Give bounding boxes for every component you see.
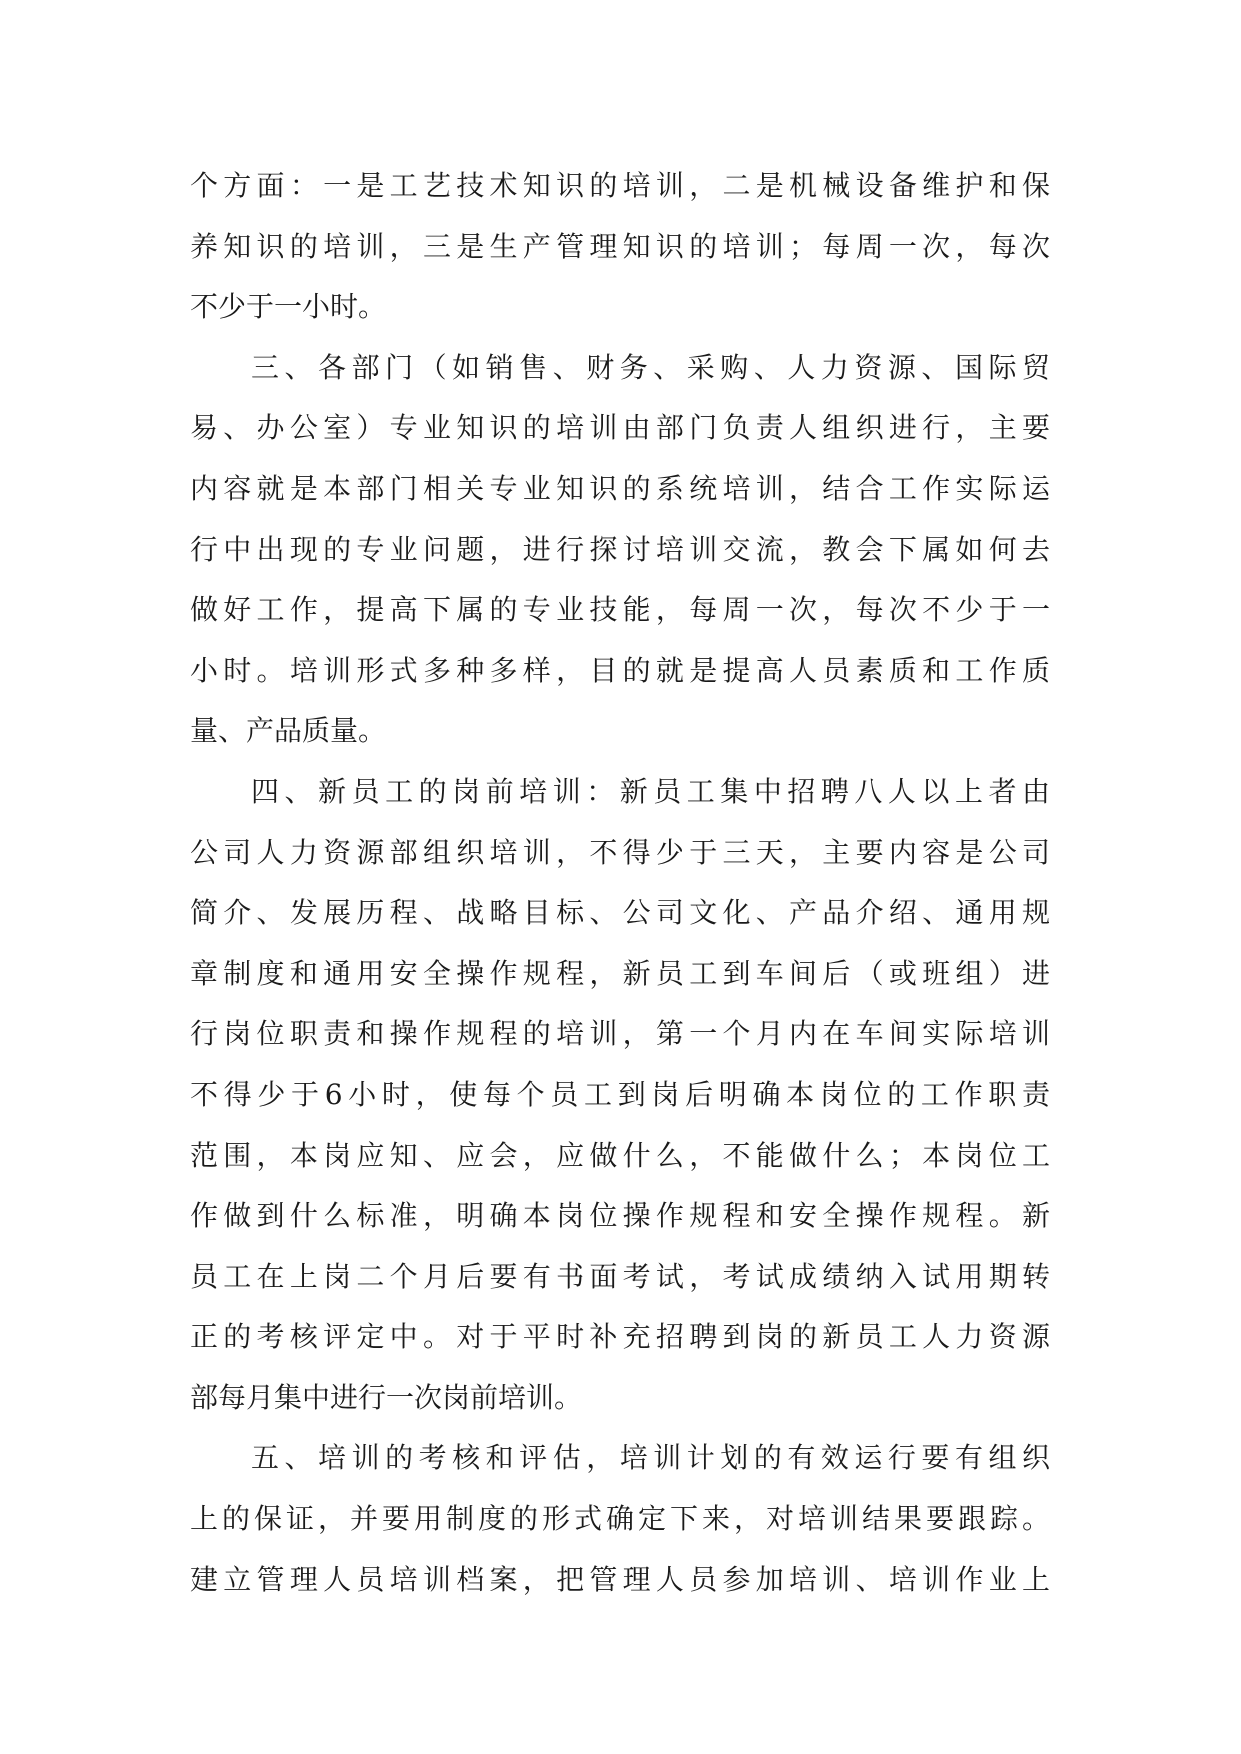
text-line: 做好工作，提高下属的专业技能，每周一次，每次不少于一	[190, 593, 1050, 627]
text-line: 小时。培训形式多种多样，目的就是提高人员素质和工作质	[190, 653, 1050, 687]
text-line: 不得少于6小时，使每个员工到岗后明确本岗位的工作职责	[190, 1077, 1050, 1111]
text-line: 个方面：一是工艺技术知识的培训，二是机械设备维护和保	[190, 169, 1050, 202]
text-line: 公司人力资源部组织培训，不得少于三天，主要内容是公司	[190, 835, 1050, 869]
text-line: 章制度和通用安全操作规程，新员工到车间后（或班组）进	[190, 956, 1050, 990]
text-line: 正的考核评定中。对于平时补充招聘到岗的新员工人力资源	[190, 1320, 1050, 1354]
text-line: 上的保证，并要用制度的形式确定下来，对培训结果要跟踪。	[190, 1502, 1050, 1536]
text-line: 易、办公室）专业知识的培训由部门负责人组织进行，主要	[190, 411, 1050, 445]
text-line: 行中出现的专业问题，进行探讨培训交流，教会下属如何去	[190, 532, 1050, 566]
text-line: 作做到什么标准，明确本岗位操作规程和安全操作规程。新	[190, 1199, 1050, 1233]
paragraph-first-line: 四、新员工的岗前培训：新员工集中招聘八人以上者由	[251, 774, 1050, 808]
document-body	[190, 156, 1050, 1610]
text-line: 员工在上岗二个月后要有书面考试，考试成绩纳入试用期转	[190, 1259, 1050, 1293]
text-line: 内容就是本部门相关专业知识的系统培训，结合工作实际运	[190, 471, 1050, 505]
text-line: 简介、发展历程、战略目标、公司文化、产品介绍、通用规	[190, 896, 1050, 930]
text-line: 建立管理人员培训档案，把管理人员参加培训、培训作业上	[190, 1562, 1050, 1596]
paragraph-first-line: 三、各部门（如销售、财务、采购、人力资源、国际贸	[251, 350, 1050, 384]
text-line: 行岗位职责和操作规程的培训，第一个月内在车间实际培训	[190, 1017, 1050, 1051]
text-line: 部每月集中进行一次岗前培训。	[190, 1380, 583, 1414]
text-line: 不少于一小时。	[190, 290, 387, 324]
text-line: 养知识的培训，三是生产管理知识的培训；每周一次，每次	[190, 229, 1050, 263]
paragraph-first-line: 五、培训的考核和评估，培训计划的有效运行要有组织	[251, 1441, 1050, 1475]
text-line: 量、产品质量。	[190, 714, 387, 748]
text-line: 范围，本岗应知、应会，应做什么，不能做什么；本岗位工	[190, 1138, 1050, 1172]
